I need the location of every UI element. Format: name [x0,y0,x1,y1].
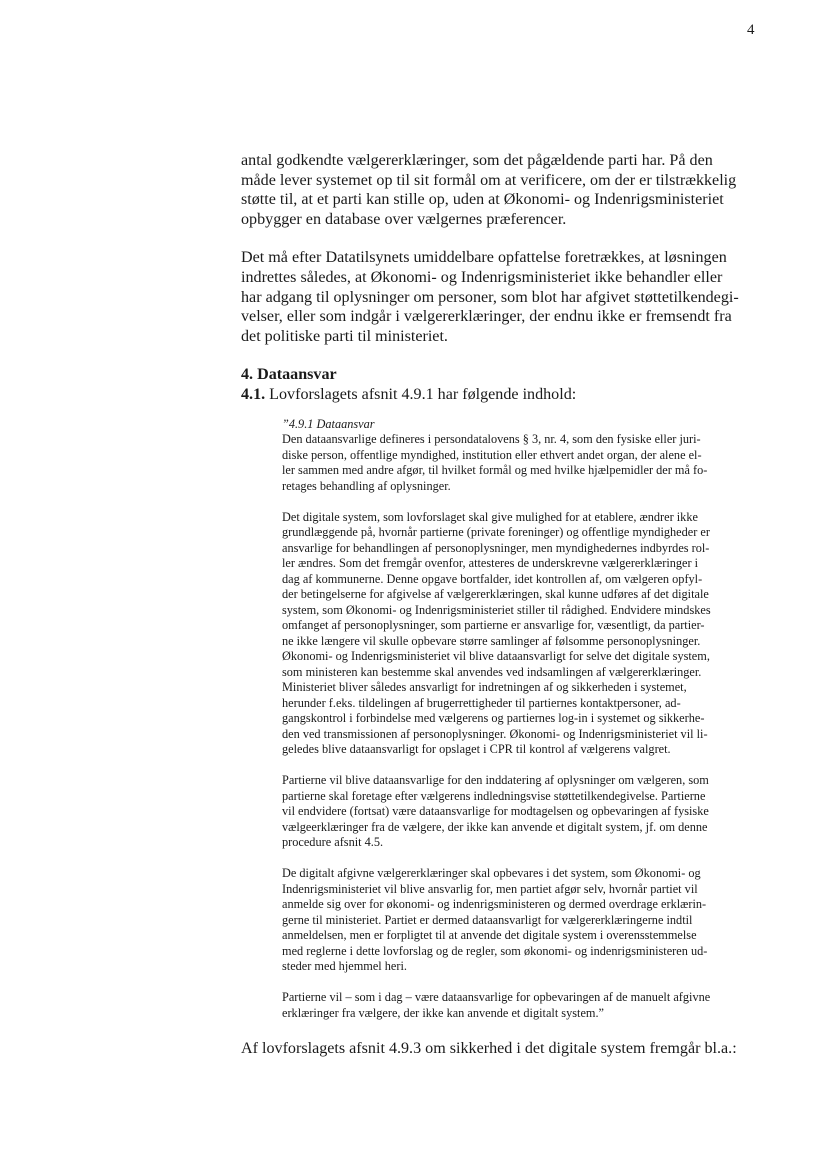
quote-paragraph [282,866,772,975]
quote-line: dag af kommunerne. Denne opgave bortfalder, idet kontrollen af, om vælgeren opfyl- [282,571,703,586]
quote-line: grundlæggende på, hvornår partierne (private foreninger) og offentlige myndigheder er [282,525,710,540]
subsection-text: Lovforslagets afsnit 4.9.1 har følgende indhold: [265,385,577,403]
quote-line: gangskontrol i forbindelse med vælgerens og partiernes log-in i systemet og sikkerhe- [282,711,705,726]
quote-line: Ministeriet bliver således ansvarligt for indretningen af og sikkerheden i systemet, [282,680,687,695]
section-heading: 4. Dataansvar [241,366,337,384]
quote-line: ler sammen med andre afgør, til hvilket formål og med hvilke hjælpemidler der må fo- [282,463,708,478]
quote-line: ler ændres. Som det fremgår ovenfor, attesteres de underskrevne vælgererklæringer i [282,556,699,571]
quote-line: gerne til ministeriet. Partiet er dermed dataansvarligt for vælgererklæringerne indtil [282,912,693,927]
quote-line: anmeldelsen, men er forpligtet til at anvende det digitale system i overensstemmelse [282,928,697,943]
text-line: opbygger en database over vælgernes præferencer. [241,210,567,228]
quote-line: retages behandling af oplysninger. [282,478,451,493]
text-line: støtte til, at et parti kan stille op, uden at Økonomi- og Indenrigsministeriet [241,191,724,209]
quote-line: der betingelserne for afgivelse af vælgererklæringen, skal kunne udføres af det digitale [282,587,709,602]
quote-line: Økonomi- og Indenrigsministeriet vil blive dataansvarligt for selve det digitale system, [282,649,710,664]
text-line: måde lever systemet op til sit formål om at verificere, om der er tilstrækkelig [241,171,737,189]
paragraph [241,151,781,229]
quote-line: ansvarlige for behandlingen af personoplysninger, men myndighedernes indbyrdes rol- [282,540,710,555]
quote-line: system, som Økonomi- og Indenrigsministeriet stiller til rådighed. Endvidere mindskes [282,602,711,617]
quote-line: Partierne vil blive dataansvarlige for den inddatering af oplysninger om vælgeren, som [282,773,709,788]
quote-paragraphs [282,432,772,1021]
subsection-heading [241,385,781,405]
quote-paragraph [282,432,772,494]
quote-line: Det digitale system, som lovforslaget skal give mulighed for at etablere, ændrer ikke [282,509,698,524]
text-line: indrettes således, at Økonomi- og Indenrigsministeriet ikke behandler eller [241,268,723,286]
quote-line: anmelde sig over for økonomi- og indenrigsministeren og dermed overdrage erklærin- [282,897,707,912]
quote-line: med reglerne i dette lovforslag og de regler, som økonomi- og indenrigsministeren ud- [282,943,708,958]
quote-line: partierne skal foretage efter vælgerens indledningsvise støttetilkendegivelse. Partierne [282,788,706,803]
text-line: Det må efter Datatilsynets umiddelbare opfattelse foretrækkes, at løsningen [241,249,727,267]
subsection-number: 4.1. [241,385,266,403]
page-number: 4 [747,22,755,38]
paragraph [241,248,781,346]
closing-paragraph: Af lovforslagets afsnit 4.9.3 om sikkerhed i det digitale system fremgår bl.a.: [241,1040,737,1058]
quote-line: vælgeerklæringer fra de vælgere, der ikke kan anvende et digitalt system, jf. om denne [282,819,708,834]
quote-line: procedure afsnit 4.5. [282,835,384,850]
quote-line: De digitalt afgivne vælgererklæringer skal opbevares i det system, som Økonomi- og [282,866,701,881]
quote-paragraph [282,990,772,1021]
quote-line: Den dataansvarlige defineres i persondatalovens § 3, nr. 4, som den fysiske eller juri- [282,432,701,447]
text-line: velser, eller som indgår i vælgererklæringer, der endnu ikke er fremsendt fra [241,308,732,326]
quote-line: den ved transmissionen af personoplysninger. Økonomi- og Indenrigsministeriet vil li- [282,726,708,741]
text-line: det politiske parti til ministeriet. [241,327,448,345]
quote-line: omfanget af personoplysninger, som partierne er ansvarlige for, væsentligt, da partier- [282,618,705,633]
quote-line: erklæringer fra vælgere, der ikke kan anvende et digitalt system.” [282,1005,604,1020]
intro-paragraphs [241,151,781,346]
quote-title: ”4.9.1 Dataansvar [282,416,375,431]
quote-paragraph [282,773,772,851]
quote-line: Partierne vil – som i dag – være dataansvarlige for opbevaringen af de manuelt afgivne [282,990,711,1005]
quote-line: Indenrigsministeriet vil blive ansvarlig for, men partiet afgør selv, hvornår partiet vil [282,881,698,896]
quote-line: herunder f.eks. tildelingen af brugerrettigheder til partiernes kontaktpersoner, ad- [282,695,681,710]
quote-line: diske person, offentlige myndighed, institution eller ethvert andet organ, der alene el- [282,447,702,462]
quote-line: som ministeren kan bestemme skal anvendes ved indsamlingen af vælgererklæringer. [282,664,702,679]
text-line: har adgang til oplysninger om personer, som blot har afgivet støttetilkendegi- [241,288,739,306]
document-body [241,151,781,1059]
block-quote [282,417,772,1022]
quote-line: ne ikke længere vil skulle opbevare større samlinger af følsomme personoplysninger. [282,633,701,648]
quote-paragraph [282,510,772,758]
text-line: antal godkendte vælgererklæringer, som det pågældende parti har. På den [241,152,713,169]
quote-line: vil endvidere (fortsat) være dataansvarlige for modtagelsen og opbevaringen af fysiske [282,804,709,819]
quote-line: geledes blive dataansvarligt for opslaget i CPR til kontrol af vælgerens valgret. [282,742,671,757]
quote-line: steder med hjemmel heri. [282,959,407,974]
